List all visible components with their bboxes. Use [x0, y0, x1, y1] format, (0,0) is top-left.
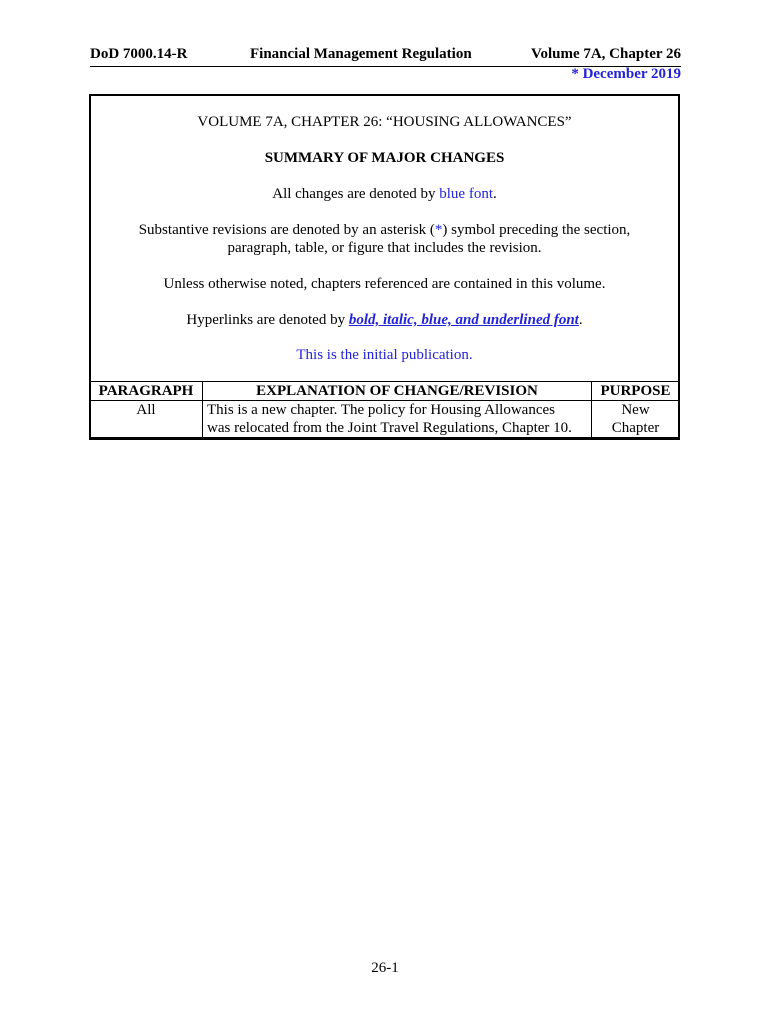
purpose-line-1: New: [621, 402, 650, 418]
chapter-reference-note: Unless otherwise noted, chapters referenced are contained in this volume.: [163, 276, 606, 292]
asterisk-note-line1: [91, 222, 678, 239]
cell-paragraph: All: [90, 401, 203, 438]
chapter-title: VOLUME 7A, CHAPTER 26: “HOUSING ALLOWANCES”: [197, 114, 572, 130]
table-row: [90, 401, 680, 438]
cell-purpose: [592, 401, 680, 438]
purpose-line-2: Chapter: [611, 420, 660, 436]
asterisk-note-suffix: ) symbol preceding the section,: [442, 222, 631, 238]
blue-font-note-suffix: .: [493, 186, 497, 202]
explanation-line-1: This is a new chapter. The policy for Housing Allowances: [207, 402, 555, 418]
document-title: Financial Management Regulation: [250, 46, 472, 62]
header-paragraph: PARAGRAPH: [90, 382, 203, 401]
revision-date: * December 2019: [571, 66, 681, 82]
asterisk-note-prefix: Substantive revisions are denoted by an asterisk (: [138, 222, 435, 238]
blue-font-note: [91, 186, 678, 203]
volume-chapter: Volume 7A, Chapter 26: [530, 46, 681, 62]
hyperlink-note-prefix: Hyperlinks are denoted by: [186, 312, 349, 328]
explanation-line-2: was relocated from the Joint Travel Regulations, Chapter 10.: [207, 420, 572, 436]
summary-heading: SUMMARY OF MAJOR CHANGES: [264, 150, 505, 166]
hyperlink-sample[interactable]: bold, italic, blue, and underlined font: [348, 312, 579, 328]
cell-explanation: [203, 401, 592, 438]
document-id: DoD 7000.14-R: [90, 46, 188, 62]
asterisk-symbol: *: [434, 222, 443, 238]
changes-table: [89, 381, 680, 438]
page-number: 26-1: [371, 960, 399, 976]
header-explanation: EXPLANATION OF CHANGE/REVISION: [203, 382, 592, 401]
initial-publication-note: This is the initial publication.: [296, 347, 473, 363]
blue-font-sample: blue font: [439, 186, 494, 202]
page-header: [90, 46, 681, 67]
blue-font-note-prefix: All changes are denoted by: [272, 186, 440, 202]
header-purpose: PURPOSE: [592, 382, 680, 401]
summary-section: [91, 96, 678, 381]
hyperlink-note: [91, 312, 678, 329]
summary-box: [89, 94, 680, 440]
hyperlink-note-suffix: .: [578, 312, 583, 328]
table-header-row: [90, 382, 680, 401]
asterisk-note-line2: paragraph, table, or figure that includes the revision.: [227, 240, 542, 256]
